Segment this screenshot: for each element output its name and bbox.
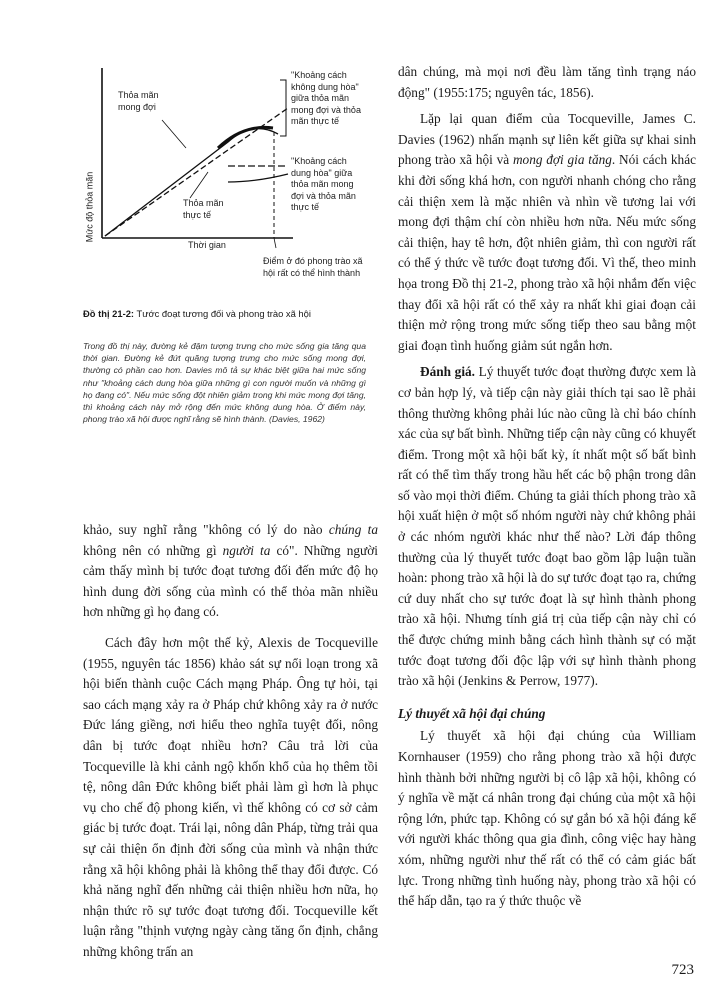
- bracket-intolerable: [280, 80, 286, 136]
- annotation-formation-point: Điểm ở đó phong trào xã hội rất có thể hình thành: [263, 256, 363, 278]
- emphasis: người ta: [222, 542, 271, 558]
- text-run: Lý thuyết tước đoạt thường được xem là cơ bản hợp lý, và tiếp cận này giải thích tại sao lẽ phải thông thường không phải lúc nào cũng là chỉ báo chính xác của sự bất bình. Những tiếp cận này cũng có khuyết điểm. Trong một xã hội bất kỳ, ít nhất một số bất bình rất có thể tìm thấy trong hầu hết các bộ phận trong dân số vào mọi thời điểm. Chúng ta giải thích phong trào xã hội xuất hiện ở một số nhóm người này chứ không phải ở các nhóm người khác như thế nào? Lời đáp thông thường của lý thuyết tước đoạt bao gồm lập luận tuần hoàn: phong trào xã hội là do sự tước đoạt tạo ra, chứng cứ duy nhất cho sự tước đoạt là sự hình thành phong trào xã hội. Nhưng tính giá trị của tiếp cận này chỉ có thể được chứng minh bằng cách hình thành sự có mặt tước đoạt tương đối độc lập với sự hình thành phong trào xã hội (Jenkins & Perrow, 1977).: [398, 364, 696, 689]
- right-paragraph-2: [398, 109, 696, 356]
- label-actual-satisfaction: Thỏa mãn thực tế: [183, 198, 224, 220]
- figure-caption-body: Trong đồ thị này, đường kẻ đậm tượng trưng cho mức sống gia tăng qua thời gian. Đường kẻ đứt quãng tượng trưng cho mức sống mong đợi, thường có phần cao hơn. Davies mô tả sự khác biệt giữa hai mức sống như "khoảng cách dung hòa giữa những gì con người muốn và những gì họ đang có". Nếu mức sống đột nhiên giảm trong khi mức mong đợi tăng, thì khoảng cách này mở rộng đến mức không dung hòa. Ở điểm này, phong trào xã hội được nghĩ rằng sẽ hình thành. (Davies, 1962): [83, 341, 366, 425]
- label-expected-satisfaction: Thỏa mãn mong đợi: [118, 90, 159, 112]
- text-run: . Nói cách khác khi đời sống khá hơn, con người nhanh chóng cho rằng cải thiện xem là mặc nhiên và nhìn về tương lai với mong đợi thậm chí còn nhiều hơn nữa. Nếu mức sống cải thiện, hay tê hơn, đột nhiên giảm, thì con người rất có thể ý thức về tước đoạt tương đối. Vì thế, theo minh họa trong Đồ thị 21-2, phong trào xã hội nhắm đến việc thay đổi xã hội rất có thể xảy ra nhất khi giai đoạn cải thiện mở rộng trong mức sống tiếp theo sau bằng một giai đoạn tình huống giảm sút ngắn hơn.: [398, 152, 696, 353]
- figure-caption-title: [83, 308, 311, 319]
- annotation-intolerable-gap: "Khoảng cách không dung hòa" giữa thỏa mãn mong đợi và thỏa mãn thực tế: [291, 70, 361, 126]
- right-paragraph-4: Lý thuyết xã hội đại chúng của William Kornhauser (1959) cho rằng phong trào xã hội được hình thành bởi những người bị cô lập xã hội, không có ý nghĩa về mặt cá nhân trong đại chúng của một xã hội rộng lớn, phức tạp. Không có sự gắn bó xã hội đáng kể với người khác thông qua gia đình, công việc hay hàng xóm, những người như thế rất có thể có cảm giác bất lực. Trong những tình huống này, phong trào xã hội có thể hấp dẫn, tạo ra ý thức thuộc về: [398, 728, 696, 909]
- emphasis: mong đợi gia tăng: [512, 152, 612, 168]
- annotation-tolerable-gap: "Khoảng cách dung hòa" giữa thỏa mãn mong đợi và thỏa mãn thực tế: [291, 156, 356, 212]
- x-axis-label: Thời gian: [188, 240, 226, 250]
- figure-number: Đồ thị 21-2:: [83, 308, 135, 319]
- pointer-actual: [190, 172, 208, 198]
- pointer-expected: [162, 120, 186, 148]
- left-column: [83, 520, 378, 962]
- right-column: [398, 62, 696, 912]
- text-run: có". Những người cảm thấy mình bị tước đoạt tương đối đến mức độ họ hình dung đời sống của mình có thể thỏa mãn nhiều hơn những gì họ đang có.: [83, 542, 378, 620]
- page-number: 723: [671, 962, 694, 978]
- text-run: không nên có những gì: [83, 542, 223, 558]
- right-paragraph-1: dân chúng, mà mọi nơi đều làm tăng tình trạng náo động" (1955:175; nguyên tác, 1856).: [398, 64, 696, 100]
- text-run: Lặp lại quan điểm của Tocqueville, James C. Davies (1962) nhấn mạnh sự liên kết giữa sự khai sinh phong trào xã hội và: [398, 111, 696, 168]
- emphasis: chúng ta: [328, 522, 379, 537]
- y-axis-label: Mức độ thỏa mãn: [84, 171, 95, 243]
- tolerable-gap-lower: [228, 174, 288, 182]
- run-in-heading: Đánh giá.: [420, 364, 475, 380]
- text-run: khảo, suy nghĩ rằng "không có lý do nào: [83, 522, 329, 537]
- left-paragraph-1: [83, 520, 378, 623]
- section-heading: Lý thuyết xã hội đại chúng: [398, 705, 546, 721]
- pointer-point: [274, 238, 276, 248]
- left-paragraph-2: Cách đây hơn một thế kỷ, Alexis de Tocqueville (1955, nguyên tác 1856) khảo sát sự nổi loạn trong xã hội biến thành cuộc Cách mạng Pháp. Ông tự hỏi, tại sao cách mạng xảy ra ở Pháp chứ không xảy ra ở nước Đức láng giềng, nơi hiểu theo nghĩa tuyệt đối, nông dân bị tước đoạt nhiều hơn? Câu trả lời của Tocqueville là khi cảnh ngộ khốn khổ của họ thêm tồi tệ, nông dân Đức không biết phải làm gì hơn là phục vụ cho chế độ phong kiến, vì thế không có cơ sở cảm giác bị tước đoạt. Trái lại, nông dân Pháp, từng trải qua sự cải thiện ổn định đời sống của mình và nhận thức rằng xã hội không phải là không thể thay đổi được. Có khả năng nghĩ đến những cải thiện nhiều hơn nữa, họ nhận thức rõ sự tước đoạt tương đối. Tocqueville kết luận rằng "thịnh vượng ngày càng tăng ổn định, chẳng những không trấn an: [83, 634, 378, 959]
- figure-title: Tước đoạt tương đối và phong trào xã hội: [136, 308, 311, 319]
- right-paragraph-3: [398, 362, 696, 692]
